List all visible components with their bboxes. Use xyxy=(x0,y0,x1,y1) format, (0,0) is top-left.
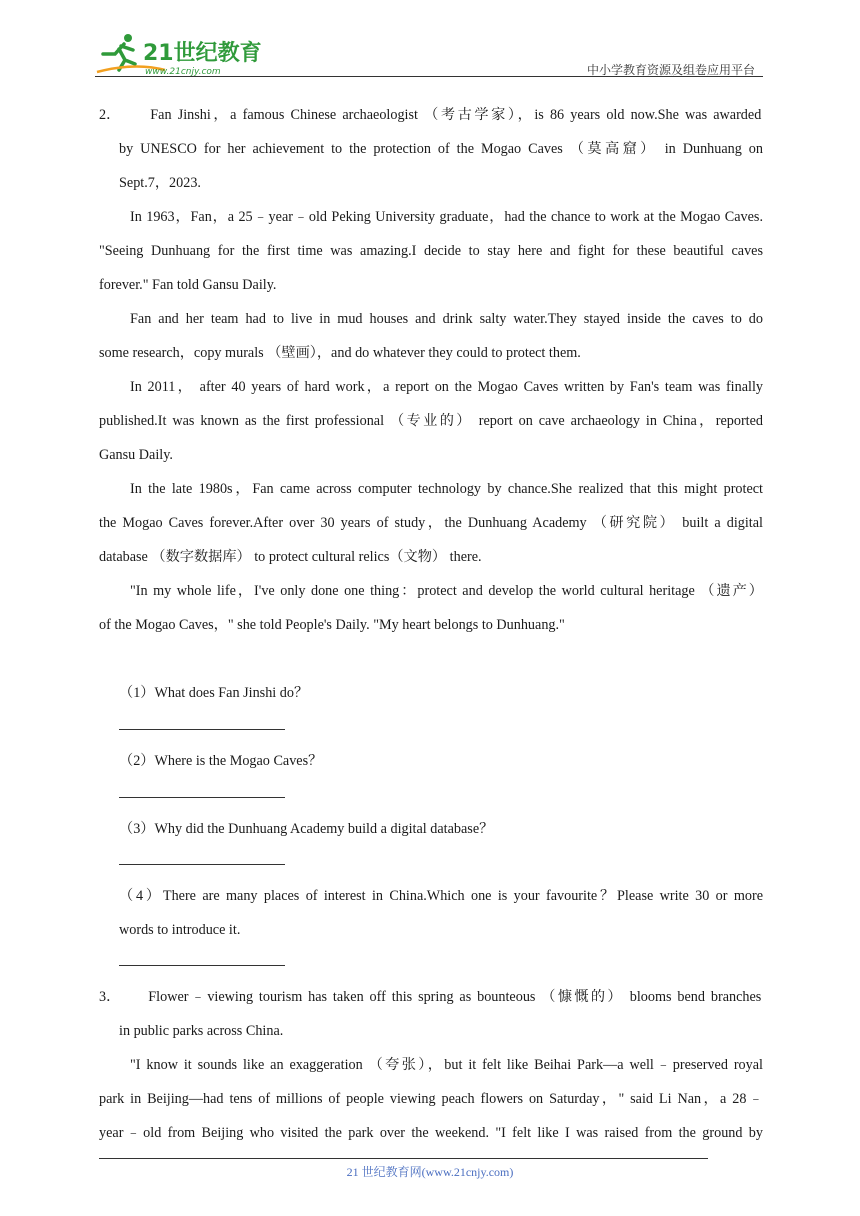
question-3-line-1: 3． Flower﹣viewing tourism has taken off this spring as bounteous （慷慨的） blooms bend branches xyxy=(99,989,762,1005)
answer-blank-1[interactable] xyxy=(119,729,285,730)
question-2-line-8: some research，copy murals （壁画），and do whatever they could to protect them. xyxy=(99,345,581,361)
question-2-line-16: of the Mogao Caves，" she told People's Daily. "My heart belongs to Dunhuang." xyxy=(99,617,565,633)
question-3-number: 3． xyxy=(99,989,121,1005)
page-footer[interactable]: 21 世纪教育网(www.21cnjy.com) xyxy=(346,1165,514,1179)
sub-question-4: （4）There are many places of interest in China.Which one is your favourite？Please write 30 or more xyxy=(119,888,763,904)
question-2-line-2: by UNESCO for her achievement to the protection of the Mogao Caves （莫高窟） in Dunhuang on xyxy=(119,141,763,157)
sub-question-3: （3）Why did the Dunhuang Academy build a digital database？ xyxy=(119,821,494,837)
header-divider xyxy=(95,76,763,77)
site-name: 中小学教育资源及组卷应用平台 xyxy=(586,63,755,77)
question-2-line-3: Sept.7，2023. xyxy=(119,175,201,191)
question-2-line-12: In the late 1980s，Fan came across computer technology by chance.She realized that this might protect xyxy=(130,481,763,497)
question-2-line-4: In 1963，Fan，a 25﹣year﹣old Peking University graduate，had the chance to work at the Mogao Caves. xyxy=(130,209,763,225)
question-3-line-3: "I know it sounds like an exaggeration （夸张），but it felt like Beihai Park—a well﹣preserved royal xyxy=(130,1057,763,1073)
question-3-line-5: year﹣old from Beijing who visited the park over the weekend. "I felt like I was raised from the ground by xyxy=(99,1125,763,1141)
question-2-line-6: forever." Fan told Gansu Daily. xyxy=(99,277,277,293)
question-2-number: 2． xyxy=(99,107,121,123)
question-2-line-13: the Mogao Caves forever.After over 30 years of study，the Dunhuang Academy （研究院） built a digital xyxy=(99,515,763,531)
logo-url: www.21cnjy.com xyxy=(145,67,221,76)
question-2-line-10: published.It was known as the first professional （专业的） report on cave archaeology in China，reported xyxy=(99,413,763,429)
question-2-line-7: Fan and her team had to live in mud houses and drink salty water.They stayed inside the caves to do xyxy=(130,311,763,327)
page-header xyxy=(95,30,763,78)
site-logo xyxy=(95,32,265,76)
question-2-line-15: "In my whole life，I've only done one thing：protect and develop the world cultural heritage （遗产） xyxy=(130,583,763,599)
answer-blank-2[interactable] xyxy=(119,797,285,798)
logo-text: 21世纪教育 xyxy=(143,41,262,66)
question-2-line-11: Gansu Daily. xyxy=(99,447,173,463)
question-2-line-1: 2． Fan Jinshi，a famous Chinese archaeologist （考古学家），is 86 years old now.She was awarded xyxy=(99,107,762,123)
question-2-line-14: database （数字数据库） to protect cultural relics（文物） there. xyxy=(99,549,482,565)
sub-question-2: （2）Where is the Mogao Caves？ xyxy=(119,753,323,769)
sub-question-1: （1）What does Fan Jinshi do？ xyxy=(119,685,309,701)
question-3-line-2: in public parks across China. xyxy=(119,1023,284,1039)
answer-blank-3[interactable] xyxy=(119,864,285,865)
footer-divider xyxy=(99,1158,708,1159)
answer-blank-4[interactable] xyxy=(119,965,285,966)
question-2-line-9: In 2011， after 40 years of hard work，a report on the Mogao Caves written by Fan's team was finally xyxy=(130,379,763,395)
sub-question-4-cont: words to introduce it. xyxy=(119,922,241,938)
question-3-line-4: park in Beijing—had tens of millions of people viewing peach flowers on Saturday，" said Li Nan，a 28﹣ xyxy=(99,1091,763,1107)
question-2-line-5: "Seeing Dunhuang for the first time was amazing.I decide to stay here and fight for these beautiful caves xyxy=(99,243,763,259)
